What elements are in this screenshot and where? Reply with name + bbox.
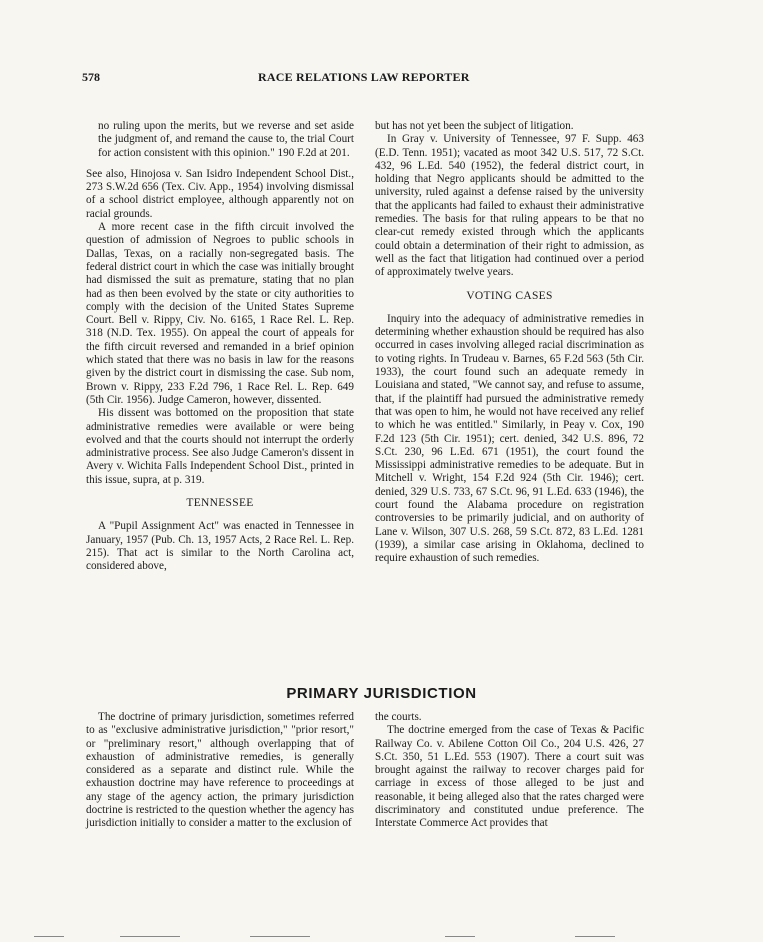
section-right-column: [375, 711, 644, 831]
paragraph: Inquiry into the adequacy of administrative remedies in determining whether exhaustion should be required has also occurred in cases involving alleged racial discrimination as to voting rights. In Trudeau v. Barnes, 65 F.2d 563 (5th Cir. 1933), the court found such an adequate remedy in Louisiana and stated, "We cannot say, and refuse to assume, that, if the plaintiff had pursued the administrative remedy that was open to him, he would not have received any relief to which he was entitled." Similarly, in Peay v. Cox, 190 F.2d 123 (5th Cir. 1951); cert. denied, 342 U.S. 896, 72 S.Ct. 230, 96 L.Ed. 671 (1951), the court found the Mississippi administrative remedies to be adequate. But in Mitchell v. Wright, 154 F.2d 924 (5th Cir. 1946); cert. denied, 329 U.S. 733, 67 S.Ct. 96, 91 L.Ed. 633 (1946), the court found the Alabama procedure on registration controversies to be primarily judicial, and on authority of Lane v. Wilson, 307 U.S. 268, 59 S.Ct. 872, 83 L.Ed. 1281 (1939), a similar case arising in Oklahoma, declined to require exhaustion of such remedies.: [375, 312, 644, 565]
quoted-passage: no ruling upon the merits, but we reverse and set aside the judgment of, and remand the cause to, the trial Court for action consistent with this opinion." 190 F.2d at 201.: [98, 120, 354, 159]
section-left-column: [86, 711, 354, 831]
paragraph: In Gray v. University of Tennessee, 97 F. Supp. 463 (E.D. Tenn. 1951); vacated as moot 342 U.S. 517, 72 S.Ct. 432, 96 L.Ed. 540 (1952), the federal district court, in holding that Negro applicants should be admitted to the university, ruled against a defense raised by the university that the applicants had failed to exhaust their administrative remedies. The basis for that ruling appears to be that no clear-cut remedy existed through which the applicants could obtain a determination of their right to admission, as well as the fact that litigation had continued over a period of approximately twelve years.: [375, 133, 644, 279]
section-title: PRIMARY JURISDICTION: [286, 685, 477, 702]
paragraph: A "Pupil Assignment Act" was enacted in Tennessee in January, 1957 (Pub. Ch. 13, 1957 Acts, 2 Race Rel. L. Rep. 215). That act is similar to the North Carolina act, considered above,: [86, 520, 354, 573]
left-column: [86, 120, 354, 574]
scan-artifact-line: [34, 936, 64, 937]
paragraph: The doctrine emerged from the case of Texas & Pacific Railway Co. v. Abilene Cotton Oil Co., 204 U.S. 426, 27 S.Ct. 350, 51 L.Ed. 553 (1907). There a court suit was brought against the railway to recover charges paid for carriage in excess of those alleged to be just and reasonable, it being alleged also that the rates charged were discriminatory and constituted undue preference. The Interstate Commerce Act provides that: [375, 724, 644, 830]
paragraph: the courts.: [375, 711, 422, 723]
scan-artifact-line: [120, 936, 180, 937]
page-number: 578: [82, 70, 100, 84]
paragraph: A more recent case in the fifth circuit involved the question of admission of Negroes to public schools in Dallas, Texas, on a racially non-segregated basis. The federal district court in which the case was initially brought had dismissed the suit as premature, stating that no plan had as then been evolved by the state or city authorities to comply with the decision of the United States Supreme Court. Bell v. Rippy, Civ. No. 6165, 1 Race Rel. L. Rep. 318 (N.D. Tex. 1955). On appeal the court of appeals for the fifth circuit reversed and remanded in a brief opinion which stated that there was no basis in law for the reasons given by the district court in dismissing the case. Sub nom, Brown v. Rippy, 233 F.2d 796, 1 Race Rel. L. Rep. 649 (5th Cir. 1956). Judge Cameron, however, dissented.: [86, 221, 354, 406]
paragraph: See also, Hinojosa v. San Isidro Independent School Dist., 273 S.W.2d 656 (Tex. Civ. App., 1954) involving dismissal of a school district employee, although apparently not on racial grounds.: [86, 167, 354, 220]
scan-artifact-line: [445, 936, 475, 937]
paragraph: but has not yet been the subject of litigation.: [375, 120, 574, 132]
right-column: [375, 120, 644, 566]
heading-tennessee: TENNESSEE: [186, 497, 254, 510]
scan-artifact-line: [575, 936, 615, 937]
paragraph: His dissent was bottomed on the proposition that state administrative remedies were available or were being evolved and that the courts should not interrupt the orderly administrative process. See also Judge Cameron's dissent in Avery v. Wichita Falls Independent School Dist., printed in this issue, supra, at p. 319.: [86, 407, 354, 486]
running-title: RACE RELATIONS LAW REPORTER: [258, 70, 470, 84]
paragraph: The doctrine of primary jurisdiction, sometimes referred to as "exclusive administrative jurisdiction," "prior resort," or "preliminary resort," although overlapping that of exhaustion of administrative remedies, is generally considered as a separate and distinct rule. While the exhaustion doctrine may have reference to proceedings at any stage of the agency action, the primary jurisdiction doctrine is restricted to the question whether the agency has jurisdiction initially to consider a matter to the exclusion of: [86, 711, 354, 830]
scan-artifact-line: [250, 936, 310, 937]
heading-voting-cases: VOTING CASES: [466, 289, 553, 302]
